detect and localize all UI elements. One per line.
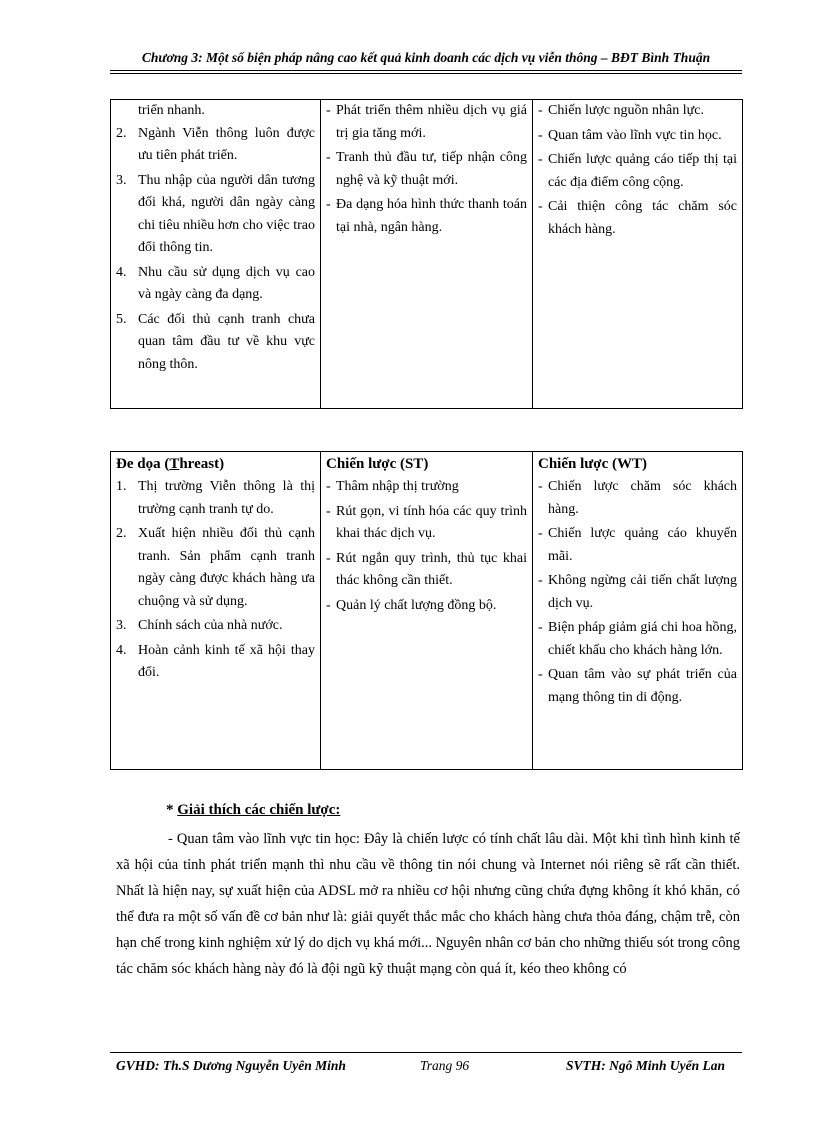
list-item: - Biện pháp giảm giá chi hoa hồng, chiết khấu cho khách hàng lớn. xyxy=(538,620,737,658)
list-item: 4. Nhu cầu sử dụng dịch vụ cao và ngày càng đa dạng. xyxy=(116,264,315,302)
list-item: - Quan tâm vào sự phát triển của mạng thông tin di động. xyxy=(538,667,737,705)
opportunities-list xyxy=(116,123,315,377)
body-paragraph: - Quan tâm vào lĩnh vực tin học: Đây là chiến lược có tính chất lâu dài. Một khi tình hình kinh tế xã hội của tỉnh phát triển mạnh thì nhu cầu về thông tin nói chung và Internet nói riêng sẽ rất cần thiết. Nhất là hiện nay, sự xuất hiện của ADSL mở ra nhiều cơ hội nhưng cũng chứa đựng không ít khó khăn, có thể đưa ra một số vấn đề cơ bản như là: giải quyết thắc mắc cho khách hàng chưa thỏa đáng, chậm trễ, còn hạn chế trong kinh nghiệm xử lý do dịch vụ khá mới... Nguyên nhân cơ bản cho những thiếu sót trong công tác chăm sóc khách hàng này đó là đội ngũ kỹ thuật mạng còn quá ít, kéo theo không có xyxy=(116,831,740,977)
st-strategy-list xyxy=(326,476,527,617)
so-strategy-list xyxy=(326,100,527,239)
list-item: - Cải thiện công tác chăm sóc khách hàng. xyxy=(538,199,737,237)
footer-advisor: GVHD: Th.S Dương Nguyễn Uyên Minh xyxy=(116,1058,346,1073)
list-item: - Chiến lược chăm sóc khách hàng. xyxy=(538,479,737,517)
wo-strategy-cell xyxy=(533,100,743,409)
list-item: - Tranh thủ đầu tư, tiếp nhận công nghệ và kỹ thuật mới. xyxy=(326,150,527,188)
list-item: - Chiến lược nguồn nhân lực. xyxy=(538,103,704,118)
list-item: 3. Chính sách của nhà nước. xyxy=(116,618,283,633)
list-item: 5. Các đối thủ cạnh tranh chưa quan tâm đầu tư về khu vực nông thôn. xyxy=(116,311,315,372)
list-item: - Chiến lược quảng cáo tiếp thị tại các địa điểm công cộng. xyxy=(538,152,737,190)
list-item-continuation: triển nhanh. xyxy=(138,103,205,118)
list-item: - Thâm nhập thị trường xyxy=(326,479,459,494)
swot-table-threats xyxy=(110,451,743,770)
list-item: - Phát triển thêm nhiều dịch vụ giá trị gia tăng mới. xyxy=(326,103,527,141)
threats-heading: Đe dọa (Threast) xyxy=(116,456,225,472)
list-item: - Đa dạng hóa hình thức thanh toán tại nhà, ngân hàng. xyxy=(326,197,527,235)
st-strategy-heading: Chiến lược (ST) xyxy=(326,456,429,472)
wt-strategy-heading: Chiến lược (WT) xyxy=(538,456,647,472)
footer-student: SVTH: Ngô Minh Uyển Lan xyxy=(566,1058,726,1073)
list-item: - Rút ngắn quy trình, thủ tục khai thác không cần thiết. xyxy=(326,550,527,588)
threats-cell xyxy=(111,452,321,770)
section-title: * Giải thích các chiến lược: xyxy=(166,802,341,818)
footer-page-number: Trang 96 xyxy=(420,1058,470,1073)
list-item: 3. Thu nhập của người dân tương đối khá, người dân ngày càng chi tiêu nhiều hơn cho việc trao đổi thông tin. xyxy=(116,172,315,255)
opportunities-cell xyxy=(111,100,321,409)
threats-list xyxy=(116,476,315,685)
body-text xyxy=(116,826,740,982)
page-header-title: Chương 3: Một số biện pháp nâng cao kết quả kinh doanh các dịch vụ viễn thông – BĐT Bình Thuận xyxy=(141,50,711,65)
wt-strategy-list xyxy=(538,476,737,709)
list-item: - Không ngừng cải tiến chất lượng dịch vụ. xyxy=(538,573,737,611)
header-rule-double xyxy=(110,73,742,74)
swot-table-opportunities xyxy=(110,99,743,409)
list-item: 4. Hoàn cảnh kinh tế xã hội thay đổi. xyxy=(116,642,315,680)
st-strategy-cell xyxy=(321,452,533,770)
list-item: - Quản lý chất lượng đồng bộ. xyxy=(326,597,497,613)
wt-strategy-cell xyxy=(533,452,743,770)
list-item: - Chiến lược quảng cáo khuyến mãi. xyxy=(538,526,737,564)
footer-rule xyxy=(110,1052,742,1053)
list-item: 2. Xuất hiện nhiều đối thủ cạnh tranh. Sản phẩm cạnh tranh ngày càng được khách hàng ưa chuộng và sử dụng. xyxy=(116,526,315,609)
header-rule xyxy=(110,70,742,71)
list-item: 1. Thị trường Viễn thông là thị trường cạnh tranh tự do. xyxy=(116,479,315,517)
list-item: 2. Ngành Viễn thông luôn được ưu tiên phát triển. xyxy=(116,125,315,163)
wo-strategy-list xyxy=(538,100,737,241)
list-item: - Quan tâm vào lĩnh vực tin học. xyxy=(538,127,722,143)
list-item: - Rút gọn, vi tính hóa các quy trình khai thác dịch vụ. xyxy=(326,503,527,541)
so-strategy-cell xyxy=(321,100,533,409)
